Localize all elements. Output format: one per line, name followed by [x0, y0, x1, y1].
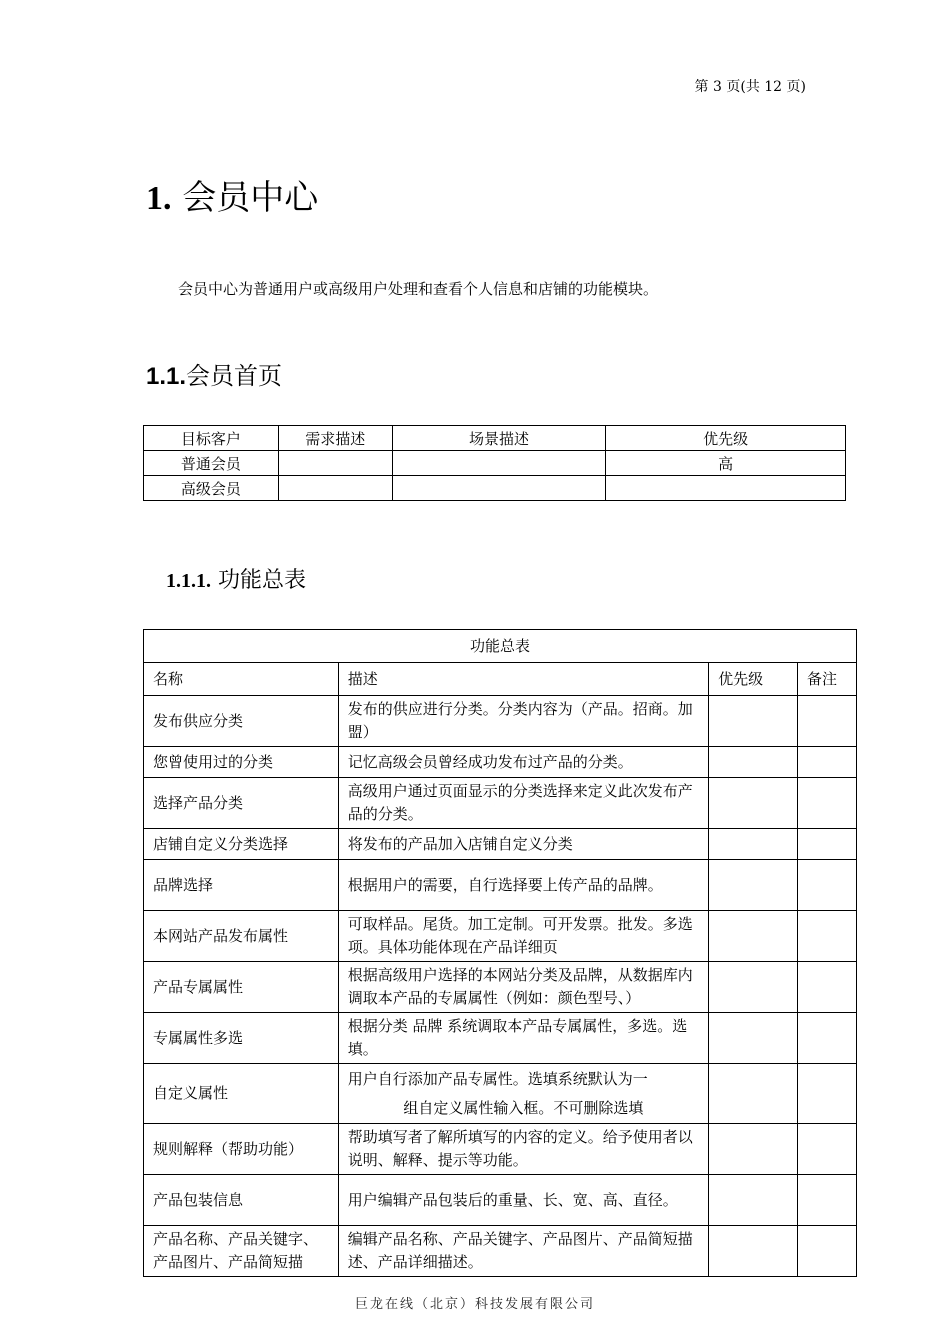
table-cell: 高级用户通过页面显示的分类选择来定义此次发布产品的分类。 — [338, 778, 708, 829]
table-cell — [709, 860, 798, 911]
table-row — [144, 747, 857, 778]
table-cell — [338, 1064, 708, 1124]
table-header-cell: 目标客户 — [144, 426, 279, 451]
table-header-cell: 描述 — [338, 663, 708, 696]
table-cell: 发布供应分类 — [144, 696, 339, 747]
table-cell — [798, 778, 857, 829]
table-cell: 帮助填写者了解所填写的内容的定义。给予使用者以说明、解释、提示等功能。 — [338, 1124, 708, 1175]
table-cell: 店铺自定义分类选择 — [144, 829, 339, 860]
table-cell: 产品名称、产品关键字、产品图片、产品简短描 — [144, 1226, 339, 1277]
table-cell — [709, 962, 798, 1013]
table-row — [144, 860, 857, 911]
page-number: 第 3 页(共 12 页) — [694, 79, 806, 95]
table-cell: 发布的供应进行分类。分类内容为（产品。招商。加盟） — [338, 696, 708, 747]
section-1-1-1-title: 功能总表 — [218, 568, 307, 593]
function-summary-table — [143, 629, 857, 1277]
table-cell: 专属属性多选 — [144, 1013, 339, 1064]
table-row — [144, 476, 846, 501]
table-cell: 将发布的产品加入店铺自定义分类 — [338, 829, 708, 860]
table-cell — [709, 778, 798, 829]
table-cell — [709, 1226, 798, 1277]
table-cell: 产品包装信息 — [144, 1175, 339, 1226]
table-cell: 记忆高级会员曾经成功发布过产品的分类。 — [338, 747, 708, 778]
intro-paragraph: 会员中心为普通用户或高级用户处理和查看个人信息和店铺的功能模块。 — [178, 280, 659, 298]
table-cell — [798, 860, 857, 911]
table-cell — [798, 1064, 857, 1124]
table-row — [144, 696, 857, 747]
table-header-cell: 场景描述 — [392, 426, 606, 451]
table-cell: 普通会员 — [144, 451, 279, 476]
table-header-row — [144, 426, 846, 451]
table-cell — [278, 476, 392, 501]
target-customer-table — [143, 425, 846, 501]
table-cell — [709, 829, 798, 860]
section-1-1-1-number: 1.1.1. — [166, 570, 211, 592]
table-row — [144, 1124, 857, 1175]
section-1-1-title: 会员首页 — [186, 362, 283, 390]
table-cell: 规则解释（帮助功能） — [144, 1124, 339, 1175]
table-caption-row — [144, 630, 857, 663]
table-header-cell: 需求描述 — [278, 426, 392, 451]
table-cell: 根据用户的需要，自行选择要上传产品的品牌。 — [338, 860, 708, 911]
table-cell — [798, 747, 857, 778]
table-cell — [798, 1226, 857, 1277]
table-cell: 产品专属属性 — [144, 962, 339, 1013]
section-1-1-number: 1.1. — [146, 363, 187, 390]
table-header-cell: 名称 — [144, 663, 339, 696]
table-cell: 高级会员 — [144, 476, 279, 501]
table-cell: 高 — [606, 451, 846, 476]
table-cell: 您曾使用过的分类 — [144, 747, 339, 778]
table-row — [144, 778, 857, 829]
table-cell — [798, 1124, 857, 1175]
table-cell: 根据高级用户选择的本网站分类及品牌，从数据库内调取本产品的专属属性（例如：颜色型号、） — [338, 962, 708, 1013]
table-cell — [709, 911, 798, 962]
table-cell — [392, 451, 606, 476]
table-cell: 根据分类 品牌 系统调取本产品专属属性，多选。选填。 — [338, 1013, 708, 1064]
table-cell — [392, 476, 606, 501]
table-row — [144, 1064, 857, 1124]
table-cell: 可取样品。尾货。加工定制。可开发票。批发。多选项。具体功能体现在产品详细页 — [338, 911, 708, 962]
table-row — [144, 911, 857, 962]
table-cell — [278, 451, 392, 476]
table-row — [144, 962, 857, 1013]
section-1-1-1-heading — [166, 563, 306, 594]
table-row — [144, 1175, 857, 1226]
table-cell: 编辑产品名称、产品关键字、产品图片、产品简短描述、产品详细描述。 — [338, 1226, 708, 1277]
table-cell — [798, 1013, 857, 1064]
table-cell — [709, 747, 798, 778]
table-cell — [709, 1013, 798, 1064]
table-header-cell: 优先级 — [606, 426, 846, 451]
table-cell: 本网站产品发布属性 — [144, 911, 339, 962]
table-caption: 功能总表 — [144, 630, 857, 663]
table-header-row — [144, 663, 857, 696]
table-row — [144, 829, 857, 860]
section-1-title: 会员中心 — [182, 178, 319, 218]
table-cell — [709, 1064, 798, 1124]
table-header-cell: 备注 — [798, 663, 857, 696]
table-cell — [606, 476, 846, 501]
table-cell: 选择产品分类 — [144, 778, 339, 829]
section-1-heading — [146, 170, 318, 219]
table-cell — [798, 1175, 857, 1226]
table-row — [144, 1013, 857, 1064]
table-header-cell: 优先级 — [709, 663, 798, 696]
table-cell: 自定义属性 — [144, 1064, 339, 1124]
page-footer: 巨龙在线（北京）科技发展有限公司 — [354, 1297, 595, 1312]
table-cell — [798, 962, 857, 1013]
section-1-number: 1. — [146, 180, 172, 217]
table-cell — [798, 829, 857, 860]
table-cell: 用户编辑产品包装后的重量、长、宽、高、直径。 — [338, 1175, 708, 1226]
table-cell: 品牌选择 — [144, 860, 339, 911]
cell-line: 组自定义属性输入框。不可删除选填 — [403, 1098, 644, 1117]
section-1-1-heading — [146, 356, 282, 391]
table-cell — [709, 1175, 798, 1226]
table-cell — [709, 696, 798, 747]
table-cell — [709, 1124, 798, 1175]
table-row — [144, 1226, 857, 1277]
table-row — [144, 451, 846, 476]
cell-line: 用户自行添加产品专属性。选填系统默认为一 — [347, 1069, 648, 1088]
table-cell — [798, 696, 857, 747]
table-cell — [798, 911, 857, 962]
